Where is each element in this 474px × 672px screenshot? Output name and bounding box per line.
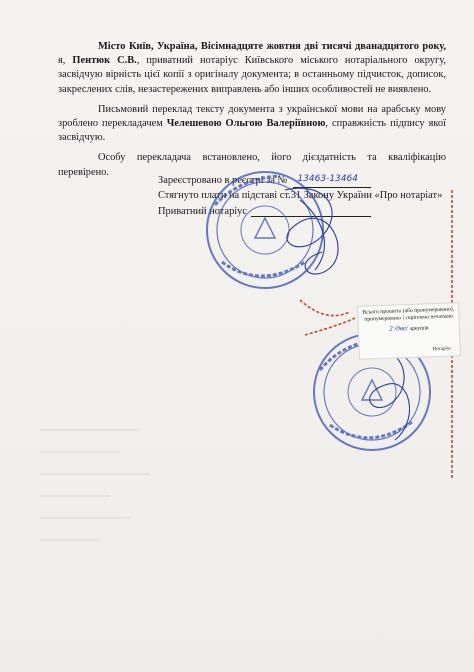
sheets-label: аркушів — [409, 325, 429, 332]
binding-stamp — [357, 302, 461, 360]
p2-pre: Письмовий переклад тексту документа з української мови на арабську мову зроблено перекладачем — [58, 103, 446, 130]
upper-seal-icon — [207, 172, 323, 288]
show-through-marks — [40, 430, 150, 540]
registry-number: 13463-13464 — [293, 172, 371, 188]
p2-rest: , справжність підпису якої засвідчую. — [58, 118, 446, 144]
fee-line: Стягнуто плати на підставі ст.31 Закону України «Про нотаріат» — [158, 190, 443, 201]
notary-label: Приватний нотаріус — [158, 206, 247, 217]
p1-pre: я, — [58, 55, 66, 67]
translator-name: Челешевою Ольгою Валеріївною — [166, 118, 326, 130]
notary-name: Пентюк С.В. — [72, 55, 137, 67]
upper-signature-icon — [285, 188, 338, 274]
binding-stamp-text: Всього прошито (або пронумеровано), пронумеровано і скріплено печаткою — [362, 306, 455, 323]
paragraph-3: Особу перекладача встановлено, його дієздатність та кваліфікацію перевірено. — [58, 152, 446, 178]
city-date: Місто Київ, Україна, Вісімнадцяте жовтня дві тисячі дванадцятого року, — [98, 41, 446, 52]
binding-count — [359, 323, 459, 334]
sheet-count: 2 /две/ — [389, 324, 409, 333]
p1-rest: , приватний нотаріус Київського міського нотаріального округу, засвідчую вірність цієї копії з оригіналу документа; в останньому підчисток, дописок, закреслених слів, незастережених виправлень або інших особливостей не виявлено. — [58, 55, 446, 95]
registry-label: Зареєстровано в реєстрі за № — [158, 175, 288, 186]
notary-role: Нотаріус — [432, 346, 452, 353]
